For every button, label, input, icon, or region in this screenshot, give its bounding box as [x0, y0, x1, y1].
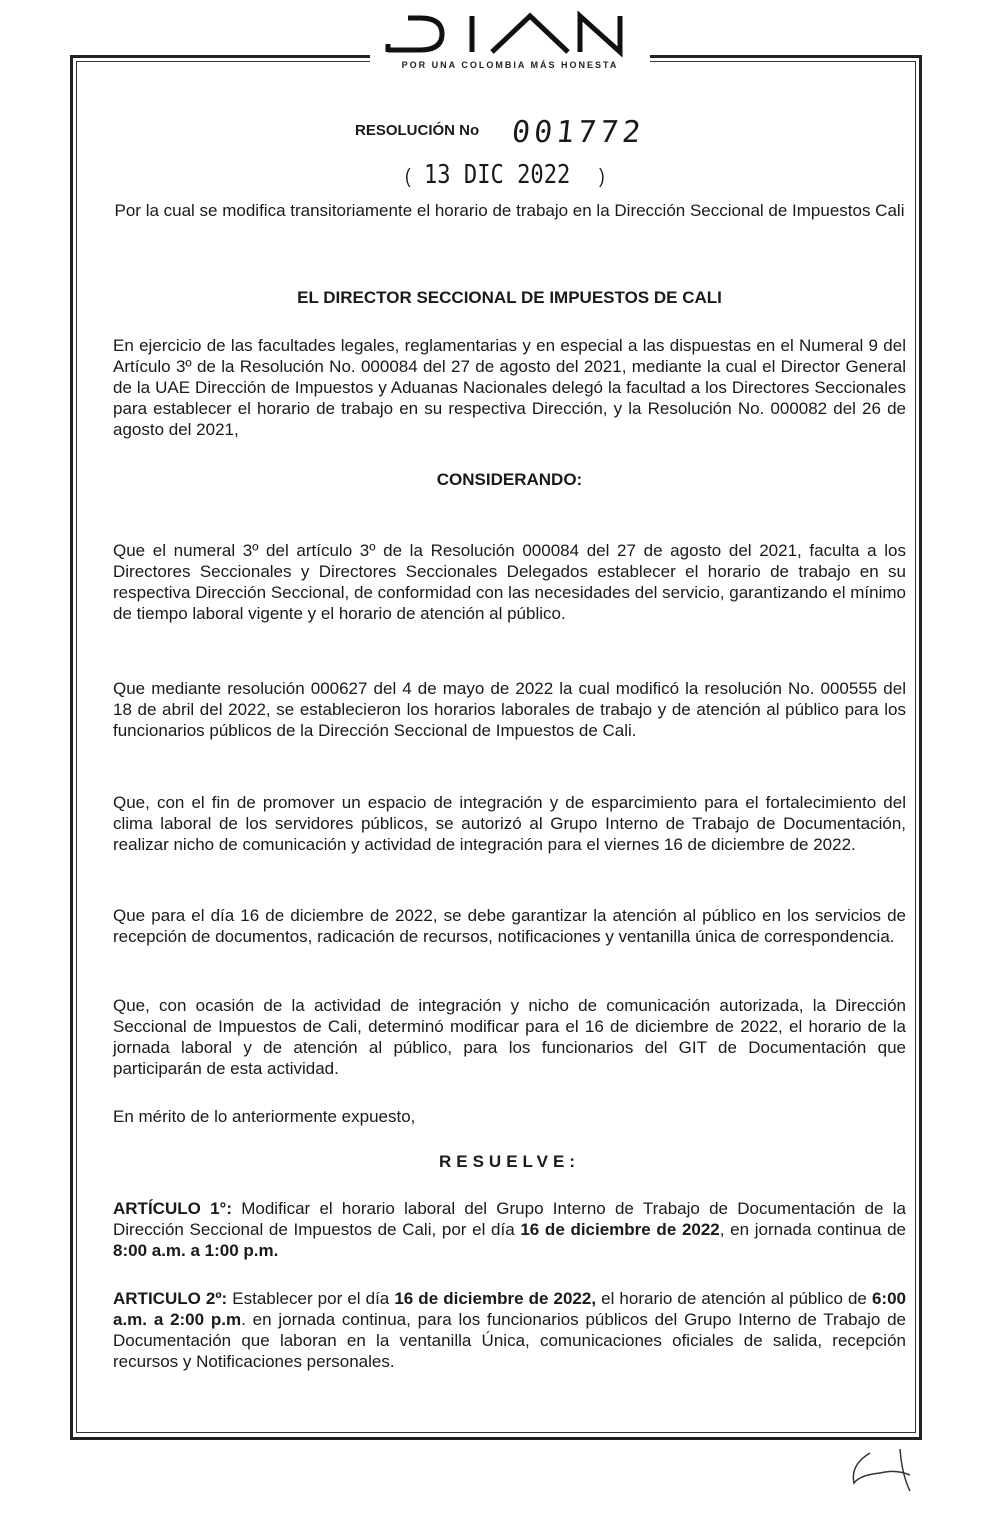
article-1-hours: 8:00 a.m. a 1:00 p.m. [113, 1241, 279, 1260]
article-1 [113, 1198, 906, 1261]
resolution-date: 13 DIC 2022 [423, 160, 571, 190]
preamble: En ejercicio de las facultades legales, reglamentarias y en especial a las dispuestas en el Numeral 9 del Artículo 3º de la Resolución No. 000084 del 27 de agosto del 2021, mediante la cual el Director General de la UAE Dirección de Impuestos y Aduanas Nacionales delegó la facultad a los Directores Seccionales para establecer el horario de trabajo en su respectiva Dirección, y la Resolución No. 000082 del 26 de agosto del 2021, [113, 336, 906, 439]
signature-initials [840, 1445, 920, 1495]
article-2 [113, 1288, 906, 1372]
article-1-date: 16 de diciembre de 2022 [520, 1220, 720, 1239]
article-1-label: ARTÍCULO 1°: [113, 1199, 232, 1218]
article-1-text-b: , en jornada continua de [719, 1220, 906, 1239]
resuelve-heading: RESUELVE: [438, 1152, 581, 1171]
considerando-2: Que mediante resolución 000627 del 4 de mayo de 2022 la cual modificó la resolución No. 000555 del 18 de abril del 2022, se establecieron los horarios laborales de trabajo y de atención al público para los funcionarios públicos de la Dirección Seccional de Impuestos de Cali. [113, 679, 906, 740]
authority-heading: EL DIRECTOR SECCIONAL DE IMPUESTOS DE CALI [297, 288, 722, 307]
resolution-number: 001772 [510, 115, 647, 150]
article-2-date: 16 de diciembre de 2022, [394, 1289, 597, 1308]
resolution-date-line [405, 160, 605, 190]
article-1-text-a: Modificar el horario laboral del Grupo Interno de Trabajo de Documentación de la Dirección Seccional de Impuestos de Cali, por el día [113, 1199, 906, 1239]
dian-tagline: POR UNA COLOMBIA MÁS HONESTA [401, 60, 619, 70]
dian-logo [370, 0, 650, 80]
date-close-paren: ) [598, 166, 605, 188]
date-open-paren: ( [405, 166, 411, 188]
article-2-text-c: . en jornada continua, para los funcionarios públicos del Grupo Interno de Trabajo de Documentación que laboran en la ventanilla Única, comunicaciones oficiales de salida, recepción recursos y Notificaciones personales. [113, 1310, 907, 1371]
article-2-label: ARTICULO 2º: [113, 1289, 228, 1308]
considerando-1: Que el numeral 3º del artículo 3º de la Resolución 000084 del 27 de agosto del 2021, faculta a los Directores Seccionales y Directores Seccionales Delegados establecer el horario de trabajo en su respectiva Dirección Seccional, de conformidad con las necesidades del servicio, garantizando el mínimo de tiempo laboral vigente y el horario de atención al público. [113, 541, 906, 623]
dian-logo-mark [380, 8, 640, 58]
considerando-4: Que para el día 16 de diciembre de 2022, se debe garantizar la atención al público en los servicios de recepción de documentos, radicación de recursos, notificaciones y ventanilla única de correspondencia. [113, 906, 906, 946]
considerando-5: Que, con ocasión de la actividad de integración y nicho de comunicación autorizada, la Dirección Seccional de Impuestos de Cali, determinó modificar para el 16 de diciembre de 2022, el horario de la jornada laboral y de atención al público, para los funcionarios del GIT de Documentación que participarán de esta actividad. [113, 996, 906, 1078]
resolution-label: RESOLUCIÓN No [355, 122, 480, 139]
resolution-subtitle: Por la cual se modifica transitoriamente el horario de trabajo en la Dirección Seccional de Impuestos Cali [114, 201, 905, 220]
article-2-hours: 6:00 a.m. a 2:00 p.m [113, 1289, 906, 1329]
considerando-3: Que, con el fin de promover un espacio de integración y de esparcimiento para el fortalecimiento del clima laboral de los servidores públicos, se autorizó al Grupo Interno de Trabajo de Documentación, realizar nicho de comunicación y actividad de integración para el viernes 16 de diciembre de 2022. [113, 793, 906, 854]
considerando-heading: CONSIDERANDO: [436, 470, 583, 489]
article-2-text-a: Establecer por el día [227, 1289, 395, 1308]
merito-line: En mérito de lo anteriormente expuesto, [113, 1107, 416, 1126]
article-2-text-b: el horario de atención al público de [596, 1289, 872, 1308]
